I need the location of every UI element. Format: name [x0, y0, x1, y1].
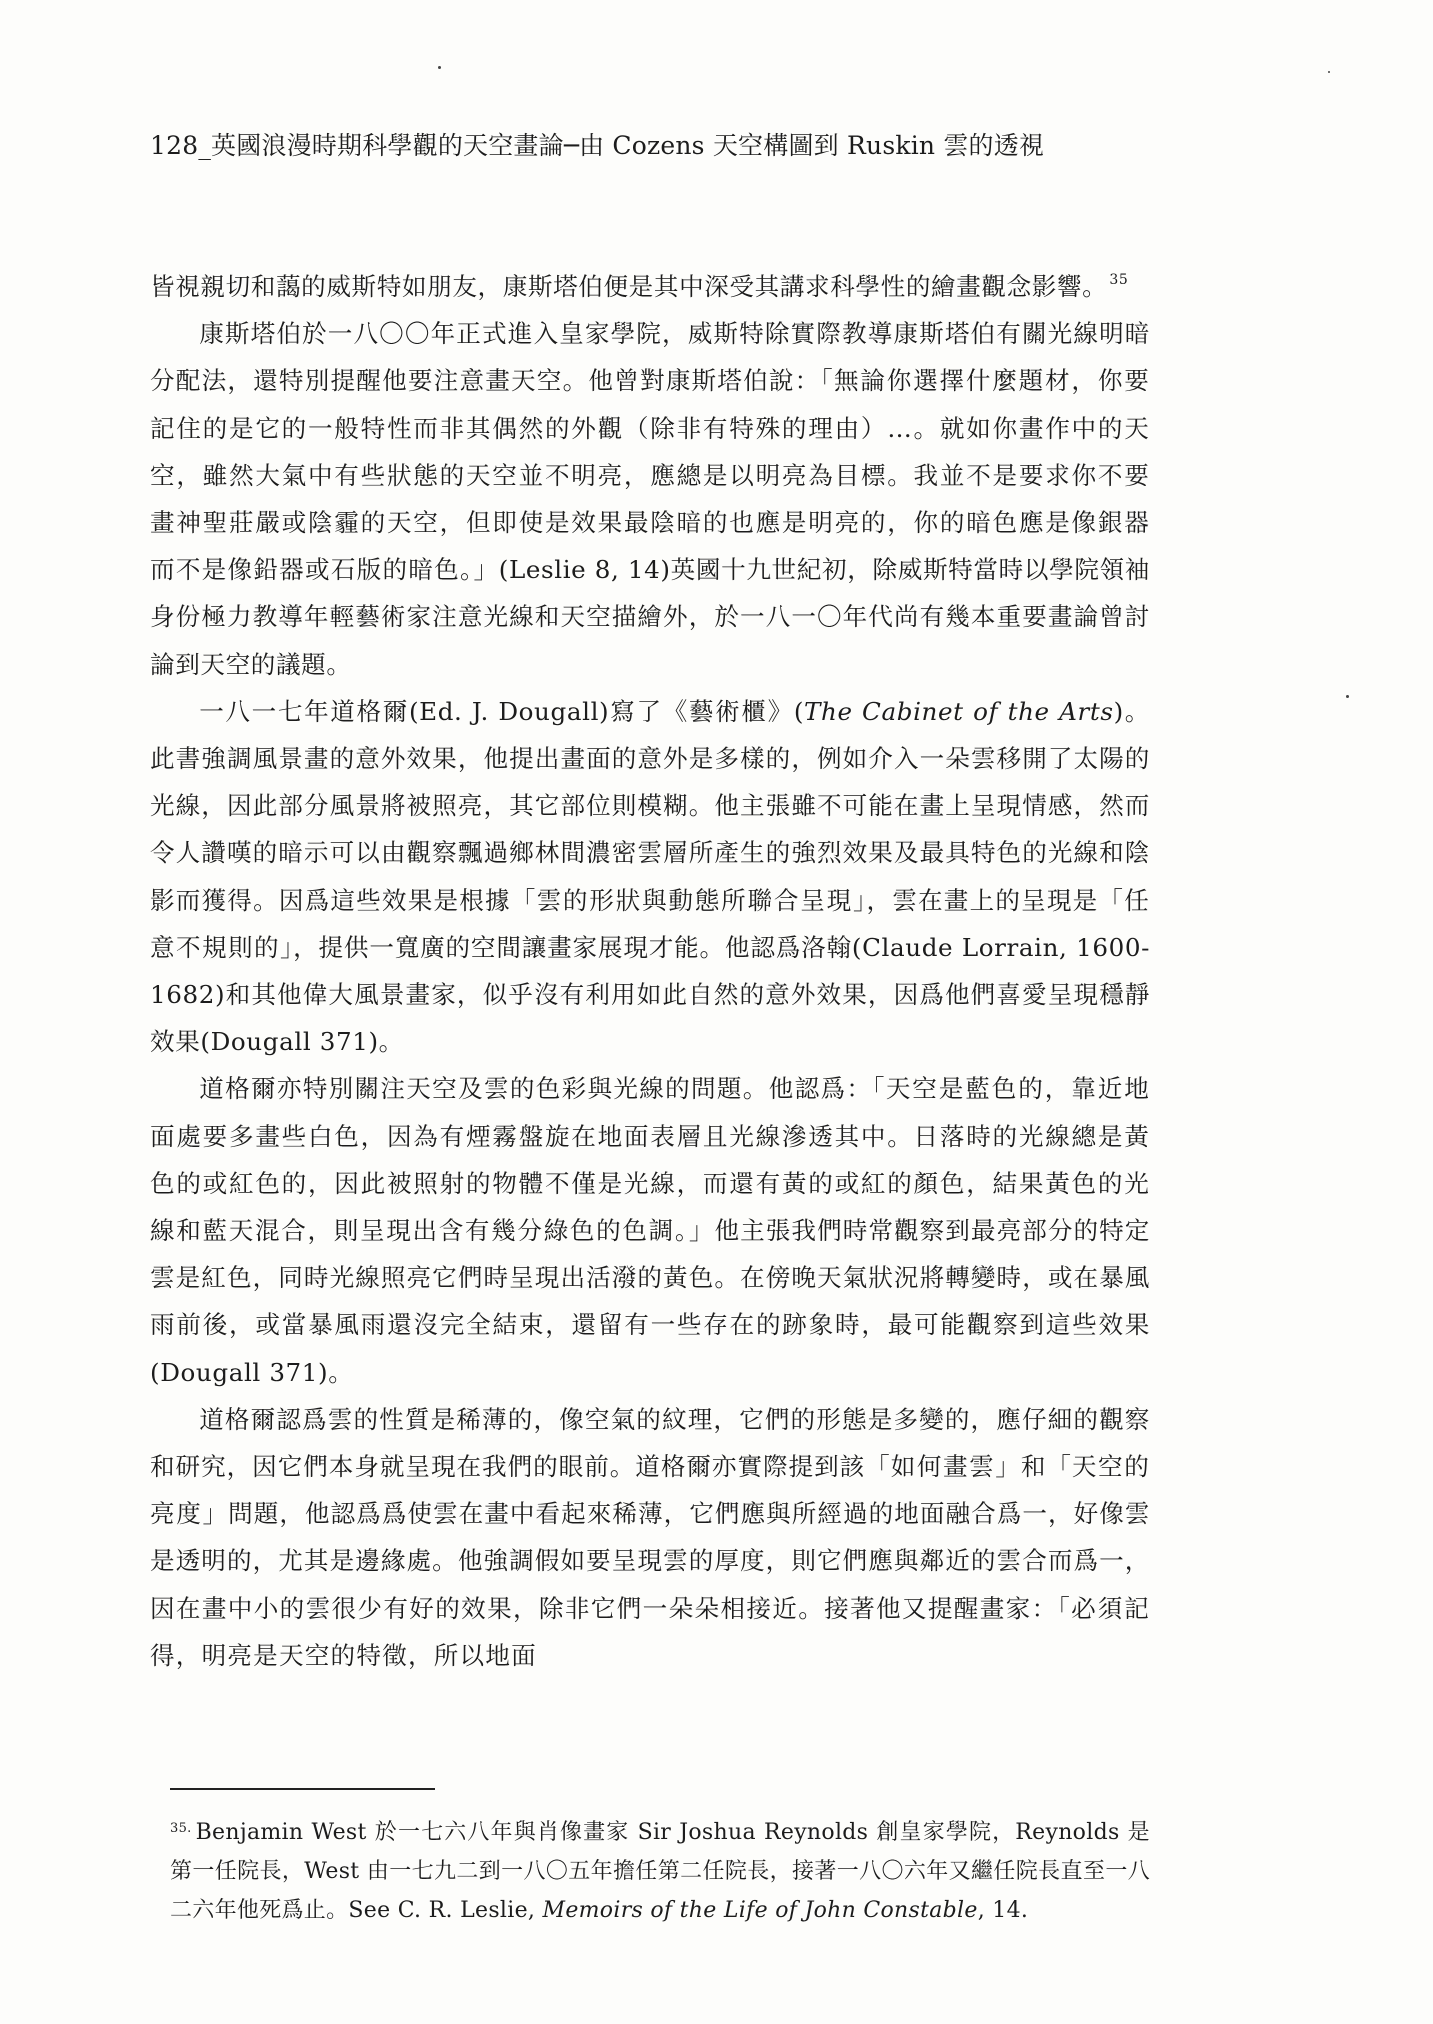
text-run: 道格爾認爲雲的性質是稀薄的，像空氣的紋理，它們的形態是多變的，應仔細的觀察和研究，因它們本身就呈現在我們的眼前。道格爾亦實際提到該「: [150, 1404, 1150, 1482]
text-run: 」，雲在畫上的呈現是「: [853, 885, 1125, 915]
text-run: 皆視親切和藹的威斯特如朋友，康斯塔伯便是其中深受其講求科學性的繪畫觀念影響。: [150, 272, 1108, 301]
text-run: 」，提供一寬廣的空間讓畫家展現才能。他認爲洛翰(Claude Lorrain, 1600-1682)和其他偉大風景畫家，似乎沒有利用如此自然的意外效果，因爲他們喜愛呈現穩靜效果(Dougall 371)。: [150, 932, 1150, 1057]
paragraph: [150, 310, 1150, 688]
main-text: [150, 263, 1150, 1679]
quoted-text: 任意不規則的: [150, 885, 1150, 962]
paragraph: [150, 263, 1150, 310]
text-run: 道格爾亦特別關注天空及雲的色彩與光線的問題。他認爲：「: [199, 1074, 886, 1104]
quoted-text: 雲的形狀與動態所聯合呈現: [536, 885, 854, 915]
footnote-ref: 35: [1109, 272, 1129, 288]
text-run: 」和「: [995, 1452, 1072, 1482]
page-number: 128: [150, 131, 199, 160]
paragraph: [150, 1396, 1150, 1679]
quoted-text: 天空是藍色的，靠近地面處要多畫些白色，因為有煙霧盤旋在地面表層且光線滲透其中。日落時的光線總是黃色的或紅色的，因此被照射的物體不僅是光線，而還有黃的或紅的顏色，結果黃色的光線和藍天混合，則呈現出含有幾分綠色的色調。: [150, 1074, 1150, 1246]
footnote-number: 35.: [170, 1821, 192, 1836]
footnote-text: [170, 1820, 1150, 1923]
footnote-divider: [170, 1788, 435, 1790]
text-run: 」他主張我們時常觀察到最亮部分的特定雲是紅色，同時光線照亮它們時呈現出活潑的黃色。在傍晚天氣狀況將轉變時，或在暴風雨前後，或當暴風雨還沒完全結束，還留有一些存在的跡象時，最可能觀察到這些效果(Dougall 371)。: [150, 1216, 1150, 1387]
quoted-text: 天空的亮度: [150, 1452, 1150, 1529]
text-run: , 14.: [977, 1898, 1029, 1923]
text-run: 康斯塔伯於一八〇〇年正式進入皇家學院，威斯特除實際教導康斯塔伯有關光線明暗分配法，還特別提醒他要注意畫天空。他曾對康斯塔伯說：「: [150, 319, 1150, 396]
running-header: [150, 128, 1290, 164]
text-run: 」問題，他認爲爲使雲在畫中看起來稀薄，它們應與所經過的地面融合爲一，好像雲是透明的，尤其是邊緣處。他強調假如要呈現雲的厚度，則它們應與鄰近的雲合而爲一，因在畫中小的雲很少有好的效果，除非它們一朵朵相接近。接著他又提醒畫家：「: [150, 1499, 1151, 1623]
text-run: )。此書強調風景畫的意外效果，他提出畫面的意外是多樣的，例如介入一朵雲移開了太陽的光線，因此部分風景將被照亮，其它部位則模糊。他主張雖不可能在畫上呈現情感，然而令人讚嘆的暗示可以由觀察飄過鄉林間濃密雲層所產生的強烈效果及最具特色的光線和陰影而獲得。因爲這些效果是根據「: [150, 696, 1150, 915]
scan-speck: [1328, 71, 1330, 73]
text-run: 一八一七年道格爾(Ed. J. Dougall)寫了《藝術櫃》(: [199, 696, 805, 726]
quoted-text: 如何畫雲: [890, 1452, 996, 1482]
scan-speck: [1346, 695, 1349, 698]
quoted-text: 必須記得，明亮是天空的特徵，所以地面: [150, 1593, 1150, 1670]
running-title: _英國浪漫時期科學觀的天空畫論─由 Cozens 天空構圖到 Ruskin 雲的透視: [198, 131, 1045, 160]
text-run: Benjamin West 於一七六八年與肖像畫家 Sir Joshua Reynolds 創皇家學院，Reynolds 是第一任院長，West 由一七九二到一八〇五年擔任第二任院長，接著一八〇六年又繼任院長直至一八二六年他死爲止。See C. R. Leslie,: [170, 1820, 1150, 1923]
footnote-35: [170, 1813, 1150, 1930]
quoted-text: 無論你選擇什麼題材，你要記住的是它的一般特性而非其偶然的外觀（除非有特殊的理由）…。就如你畫作中的天空，雖然大氣中有些狀態的天空並不明亮，應總是以明亮為目標。我並不是要求你不要畫神聖莊嚴或陰霾的天空，但即使是效果最陰暗的也應是明亮的，你的暗色應是像銀器而不是像鉛器或石版的暗色。: [150, 366, 1151, 585]
text-run: 」(Leslie 8, 14)英國十九世紀初，除威斯特當時以學院領袖身份極力教導年輕藝術家注意光線和天空描繪外，於一八一〇年代尚有幾本重要畫論曾討論到天空的議題。: [150, 555, 1150, 679]
paragraph: [150, 1065, 1150, 1395]
scan-speck: [438, 66, 441, 69]
paragraph: [150, 688, 1150, 1066]
italic-title: The Cabinet of the Arts: [804, 696, 1114, 726]
italic-title: Memoirs of the Life of John Constable: [542, 1898, 978, 1923]
